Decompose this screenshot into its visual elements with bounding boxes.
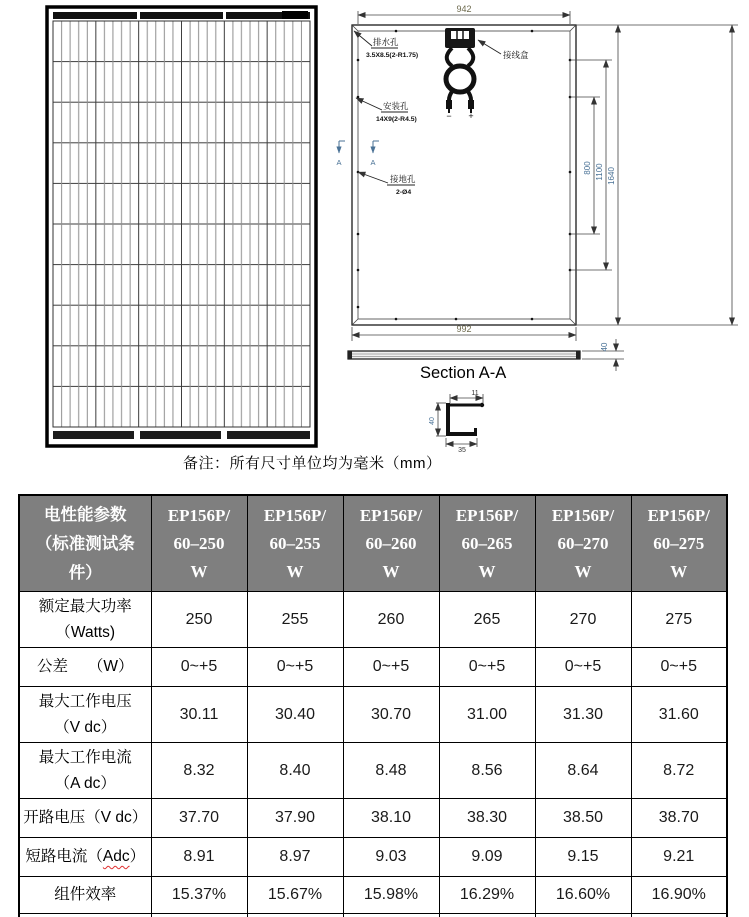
panel-bottom-rail — [53, 431, 310, 439]
dim-1640-label: 1640 — [607, 167, 616, 185]
empty-cell — [247, 914, 343, 917]
dim-800-label: 800 — [583, 161, 592, 175]
row-label: 公差 （W） — [19, 648, 151, 687]
row-max-power-voltage: 最大工作电压 （V dc） 30.11 30.40 30.70 31.00 31.30 31.60 — [19, 687, 727, 743]
dim-992-label: 992 — [456, 324, 472, 334]
electrical-parameters-table — [18, 494, 728, 917]
empty-cell — [535, 914, 631, 917]
table-header-model-270: EP156P/ 60–270 W — [535, 495, 631, 592]
frame-profile-detail — [429, 390, 484, 452]
mounting-hole-label: 安装孔 — [383, 101, 409, 111]
row-label: 额定最大功率 （Watts) — [19, 592, 151, 648]
table-header-model-275: EP156P/ 60–275 W — [631, 495, 727, 592]
section-marker-a-left: A — [336, 158, 342, 167]
empty-cell — [151, 914, 247, 917]
dim-40-frame-label: 40 — [600, 342, 609, 352]
row-rated-max-power: 额定最大功率 （Watts) 250 255 260 265 270 275 — [19, 592, 727, 648]
row-module-efficiency: 组件效率 15.37% 15.67% 15.98% 16.29% 16.60% 16.90% — [19, 877, 727, 914]
junction-box-label: 接线盒 — [503, 50, 529, 60]
section-marker-a-right: A — [370, 158, 376, 167]
panel-rear-outline — [352, 25, 576, 325]
empty-cell — [19, 914, 151, 917]
dimension-drawing — [336, 2, 748, 452]
profile-dim-11: 11 — [471, 390, 479, 397]
drain-hole-label: 排水孔 — [373, 37, 399, 47]
empty-cell — [631, 914, 727, 917]
connector-plus — [468, 100, 474, 109]
ground-hole-spec: 2-Ø4 — [396, 189, 412, 196]
table-header-parameters: 电性能参数 （标准测试条 件） — [19, 495, 151, 592]
mounting-hole-spec: 14X9(2-R4.5) — [376, 116, 417, 123]
row-empty — [19, 914, 727, 917]
table-header-row — [19, 495, 727, 592]
empty-cell — [343, 914, 439, 917]
profile-dim-40: 40 — [429, 417, 436, 425]
polarity-plus-label: + — [468, 111, 474, 121]
table-header-model-260: EP156P/ 60–260 W — [343, 495, 439, 592]
dim-1100-label: 1100 — [595, 163, 604, 181]
row-label: 组件效率 — [19, 877, 151, 914]
table-header-model-255: EP156P/ 60–255 W — [247, 495, 343, 592]
row-label: 最大工作电压 （V dc） — [19, 687, 151, 743]
dim-heights — [570, 25, 738, 325]
connector-minus — [446, 100, 452, 109]
dim-992 — [352, 324, 576, 341]
ground-hole-label: 接地孔 — [390, 174, 416, 184]
table-header-model-265: EP156P/ 60–265 W — [439, 495, 535, 592]
row-label: 短路电流（Adc） — [19, 838, 151, 877]
units-note: 备注：所有尺寸单位均为毫米（mm） — [183, 455, 442, 472]
profile-dim-35: 35 — [458, 447, 466, 452]
row-open-circuit-voltage: 开路电压（V dc） 37.70 37.90 38.10 38.30 38.50 38.70 — [19, 799, 727, 838]
dim-942 — [358, 4, 570, 24]
panel-cell-grid — [53, 21, 310, 427]
row-label: 开路电压（V dc） — [19, 799, 151, 838]
spellcheck-underline: Adc — [102, 848, 130, 865]
section-aa-view — [348, 339, 624, 382]
drain-hole-spec: 3.5X8.5(2-R1.75) — [366, 52, 419, 59]
dim-942-label: 942 — [456, 4, 472, 14]
panel-top-rail — [53, 12, 310, 19]
panel-front-view-drawing — [45, 5, 318, 449]
row-short-circuit-current: 短路电流（Adc） 8.91 8.97 9.03 9.09 9.15 9.21 — [19, 838, 727, 877]
table-header-model-250: EP156P/ 60–250 W — [151, 495, 247, 592]
row-max-power-current: 最大工作电流 （A dc） 8.32 8.40 8.48 8.56 8.64 8.72 — [19, 743, 727, 799]
empty-cell — [439, 914, 535, 917]
section-aa-title: Section A-A — [420, 364, 507, 382]
row-label: 最大工作电流 （A dc） — [19, 743, 151, 799]
row-tolerance: 公差 （W） 0~+5 0~+5 0~+5 0~+5 0~+5 0~+5 — [19, 648, 727, 687]
polarity-minus-label: − — [446, 111, 452, 121]
